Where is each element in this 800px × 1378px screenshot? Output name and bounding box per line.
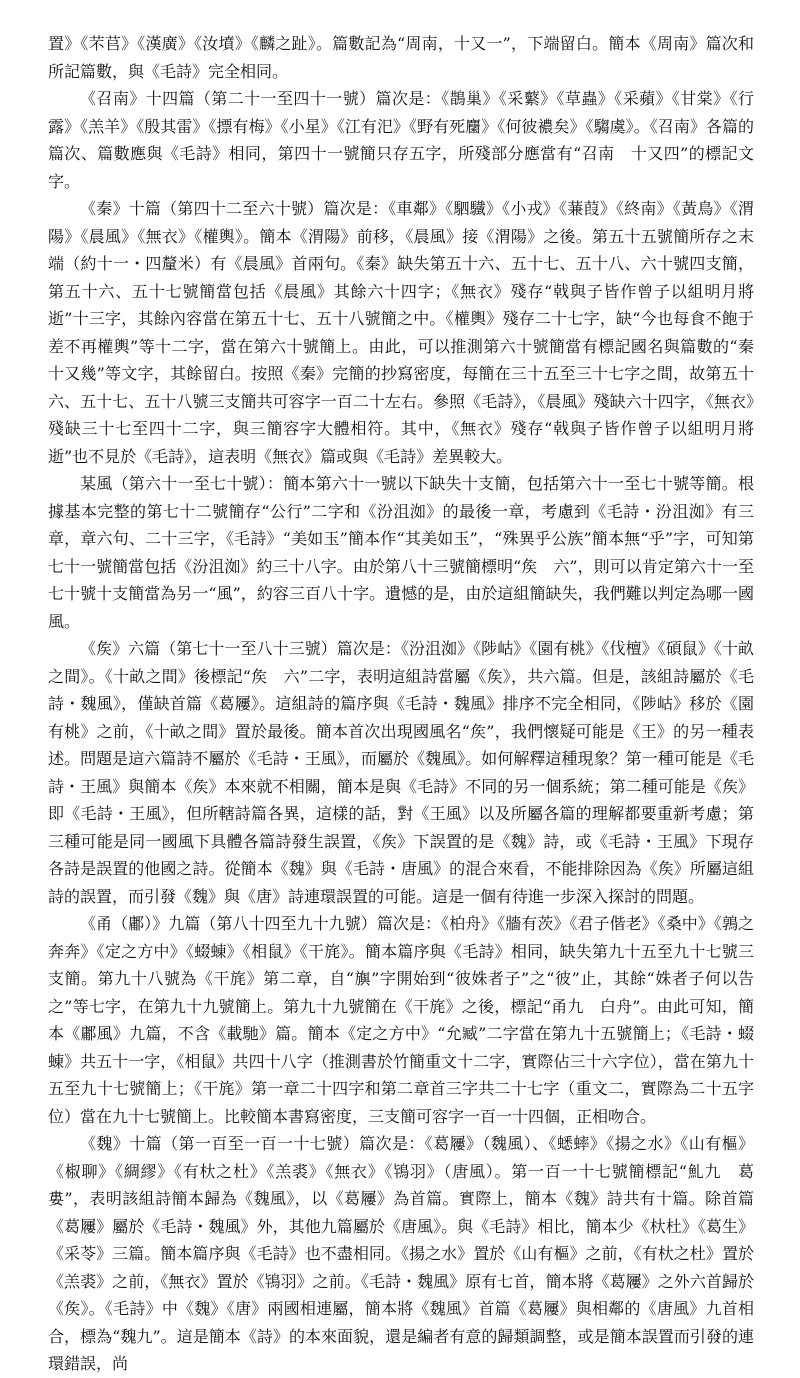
paragraph-yong: 《甬（鄘）》九篇（第八十四至九十九號）篇次是：《柏舟》《牆有茨》《君子偕老》《桑中》《鶉之奔奔》《定之方中》《蝃蝀》《相鼠》《干旄》。簡本篇序與《毛詩》相同，缺失第九十五至九十七號三支簡。第九十八號為《干旄》第二章，自“旟”字開始到“彼姝者子”之“彼”止，其餘“姝者子何以告之”等七字，在第九十九號簡上。第九十九號簡在《干旄》之後，標記“甬九 白舟”。由此可知，簡本《鄘風》九篇，不含《載馳》篇。簡本《定之方中》“允臧”二字當在第九十五號簡上；《毛詩・蝃蝀》共五十一字，《相鼠》共四十八字（推測書於竹簡重文十二字，實際佔三十六字位），當在第九十五至九十七號簡上；《干旄》第一章二十四字和第二章首三字共二十七字（重文二，實際為二十五字位）當在九十七號簡上。比較簡本書寫密度，三支簡可容字一百一十四個，正相吻合。 (48, 914, 754, 1126)
paragraph-zhaonan: 《召南》十四篇（第二十一至四十一號）篇次是：《鵲巢》《采蘩》《草蟲》《采蘋》《甘棠》《行露》《羔羊》《殷其雷》《摽有梅》《小星》《江有汜》《野有死麕》《何彼襛矣》《騶虞》。《召南》各篇的篇次、篇數應與《毛詩》相同，第四十一號簡只存五字，所殘部分應當有“召南 十又四”的標記文字。 (48, 89, 754, 191)
paragraph-continued: 置》《芣苢》《漢廣》《汝墳》《麟之趾》。篇數記為“周南，十又一”，下端留白。簡本《周南》篇次和所記篇數，與《毛詩》完全相同。 (48, 34, 754, 81)
paragraph-moufeng: 某風（第六十一至七十號）：簡本第六十一號以下缺失十支簡，包括第六十一至七十號等簡。根據基本完整的第七十二號簡存“公行”二字和《汾沮洳》的最後一章，考慮到《毛詩・汾沮洳》有三章，章六句、二十三字，《毛詩》“美如玉”簡本作“其美如玉”，“殊異乎公族”簡本無“乎”字，可知第七十一號簡當包括《汾沮洳》約三十八字。由於第八十三號簡標明“矦 六”，則可以肯定第六十一至七十號十支簡當為另一“風”，約容三百八十字。遺憾的是，由於這組簡缺失，我們難以判定為哪一國風。 (48, 474, 754, 631)
paragraph-wei: 《魏》十篇（第一百至一百一十七號）篇次是：《葛屨》（魏風）、《蟋蟀》《揚之水》《山有樞》《椒聊》《綢繆》《有杕之杜》《羔裘》《無衣》《鴇羽》（唐風）。第一百一十七號簡標記“䰲九 葛婁”，表明該組詩簡本歸為《魏風》，以《葛屨》為首篇。實際上，簡本《魏》詩共有十篇。除首篇《葛屨》屬於《毛詩・魏風》外，其他九篇屬於《唐風》。與《毛詩》相比，簡本少《杕杜》《葛生》《采苓》三篇。簡本篇序與《毛詩》也不盡相同。《揚之水》置於《山有樞》之前，《有杕之杜》置於《羔裘》之前，《無衣》置於《鴇羽》之前。《毛詩・魏風》原有七首，簡本將《葛屨》之外六首歸於《矦》。《毛詩》中《魏》《唐》兩國相連屬，簡本將《魏風》首篇《葛屨》與相鄰的《唐風》九首相合，標為“魏九”。這是簡本《詩》的本來面貌，還是編者有意的歸類調整，或是簡本誤置而引發的連環錯誤，尚 (48, 1134, 754, 1373)
document-page (48, 30, 771, 1378)
paragraph-hou: 《矦》六篇（第七十一至八十三號）篇次是：《汾沮洳》《陟岵》《園有桃》《伐檀》《碩鼠》《十畝之間》。《十畝之間》後標記“矦 六”二字，表明這組詩當屬《矦》，共六篇。但是，該組詩屬於《毛詩・魏風》，僅缺首篇《葛屨》。這組詩的篇序與《毛詩・魏風》排序不完全相同，《陟岵》移於《園有桃》之前，《十畝之間》置於最後。簡本首次出現國風名“矦”，我們懷疑可能是《王》的另一種表述。問題是這六篇詩不屬於《毛詩・王風》，而屬於《魏風》。如何解釋這種現象？第一種可能是《毛詩・王風》與簡本《矦》本來就不相關，簡本是與《毛詩》不同的另一個系統；第二種可能是《矦》即《毛詩・王風》，但所轄詩篇各異，這樣的話，對《王風》以及所屬各篇的理解都要重新考慮；第三種可能是同一國風下具體各篇詩發生誤置，《矦》下誤置的是《魏》詩，或《毛詩・王風》下現存各詩是誤置的他國之詩。從簡本《魏》與《毛詩・唐風》的混合來看，不能排除因為《矦》所屬這組詩的誤置，而引發《魏》與《唐》詩連環誤置的可能。這是一個有待進一步深入探討的問題。 (48, 639, 754, 906)
paragraph-qin: 《秦》十篇（第四十二至六十號）篇次是：《車鄰》《駟驖》《小戎》《蒹葭》《終南》《黃鳥》《渭陽》《晨風》《無衣》《權輿》。簡本《渭陽》前移，《晨風》接《渭陽》之後。第五十五號簡所存之末端（約十一・四釐米）有《晨風》首兩句。《秦》缺失第五十六、五十七、五十八、六十號四支簡，第五十六、五十七號簡當包括《晨風》其餘六十四字；《無衣》殘存“戟與子皆作曾子以組明月將逝”十三字，其餘內容當在第五十七、五十八號簡之中。《權輿》殘存二十七字，缺“今也每食不飽于差不再權輿”等十二字，當在第六十號簡上。由此，可以推測第六十號簡當有標記國名與篇數的“秦 十又幾”等文字，其餘留白。按照《秦》完簡的抄寫密度，每簡在三十五至三十七字之間，故第五十六、五十七、五十八號三支簡共可容字一百二十左右。參照《毛詩》，《晨風》殘缺六十四字，《無衣》殘缺三十七至四十二字，與三簡容字大體相符。其中，《無衣》殘存“戟與子皆作曾子以組明月將逝”也不見於《毛詩》，這表明《無衣》篇或與《毛詩》差異較大。 (48, 199, 771, 466)
